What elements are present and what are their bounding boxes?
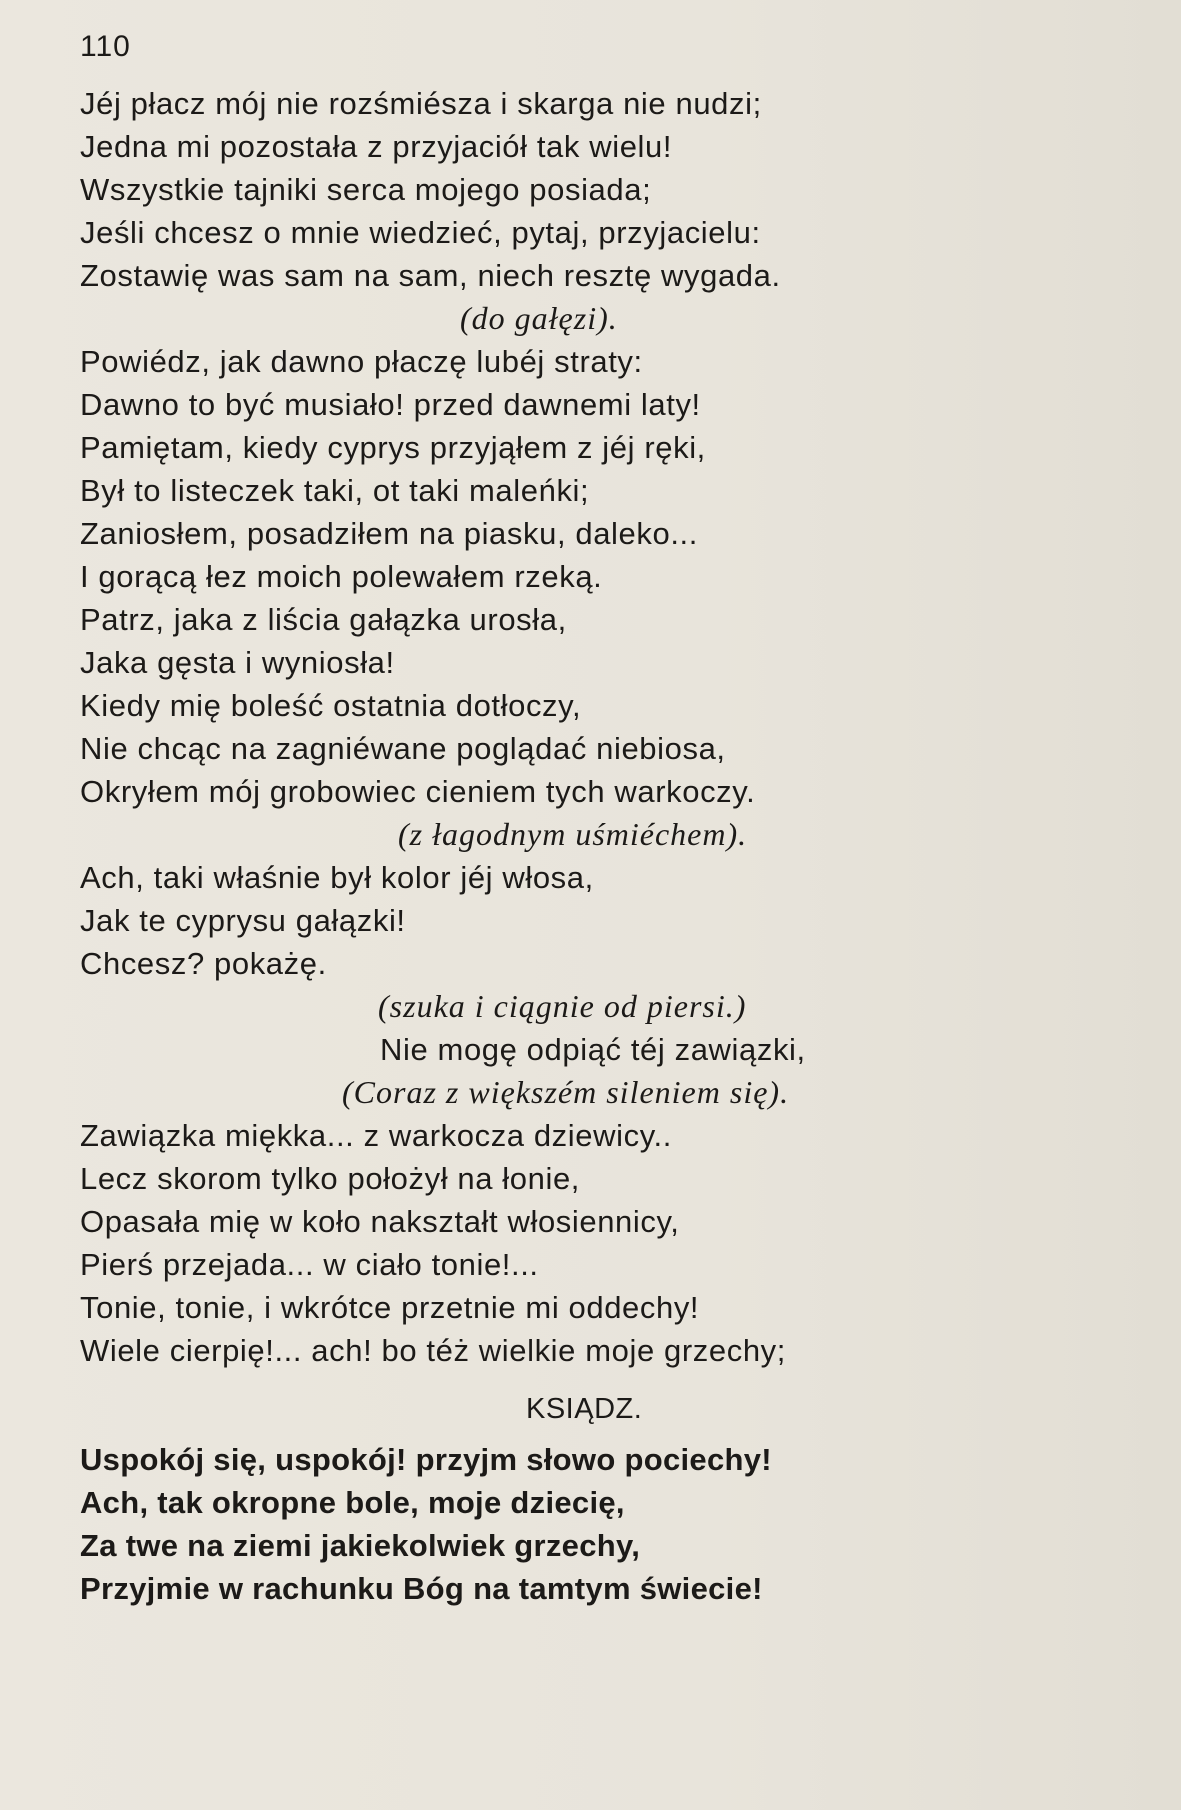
verse-line: Chcesz? pokażę. bbox=[80, 946, 327, 981]
speech-line: Za twe na ziemi jakiekolwiek grzechy, bbox=[80, 1528, 641, 1563]
verse-line: Opasała mię w koło nakształt włosiennicy, bbox=[80, 1204, 680, 1239]
speech-line: Przyjmie w rachunku Bóg na tamtym świecie! bbox=[80, 1571, 763, 1606]
verse-line: Jedna mi pozostała z przyjaciół tak wielu! bbox=[80, 129, 673, 164]
stage-direction: (szuka i ciągnie od piersi.) bbox=[378, 988, 747, 1024]
verse-line: Zawiązka miękka... z warkocza dziewicy.. bbox=[80, 1118, 672, 1153]
stage-direction: (do gałęzi). bbox=[460, 300, 618, 336]
speaker-name: KSIĄDZ. bbox=[526, 1393, 643, 1425]
verse-line: Pierś przejada... w ciało tonie!... bbox=[80, 1247, 539, 1282]
verse-line: Nie mogę odpiąć téj zawiązki, bbox=[380, 1032, 806, 1067]
verse-line: Jak te cyprysu gałązki! bbox=[80, 903, 406, 938]
verse-line: I gorącą łez moich polewałem rzeką. bbox=[80, 559, 603, 594]
speech-line: Ach, tak okropne bole, moje dziecię, bbox=[80, 1485, 625, 1520]
verse-line: Patrz, jaka z liścia gałązka urosła, bbox=[80, 602, 567, 637]
page-number: 110 bbox=[80, 30, 131, 63]
poem-text bbox=[80, 82, 1080, 1610]
verse-line: Kiedy mię boleść ostatnia dotłoczy, bbox=[80, 688, 582, 723]
verse-line: Dawno to być musiało! przed dawnemi laty! bbox=[80, 387, 701, 422]
verse-line: Lecz skorom tylko położył na łonie, bbox=[80, 1161, 581, 1196]
verse-line: Nie chcąc na zagniéwane poglądać niebiosa, bbox=[80, 731, 726, 766]
verse-line: Zostawię was sam na sam, niech resztę wygada. bbox=[80, 258, 781, 293]
verse-line: Zaniosłem, posadziłem na piasku, daleko... bbox=[80, 516, 698, 551]
verse-line: Tonie, tonie, i wkrótce przetnie mi oddechy! bbox=[80, 1290, 700, 1325]
verse-line: Ach, taki właśnie był kolor jéj włosa, bbox=[80, 860, 594, 895]
verse-line: Jaka gęsta i wyniosła! bbox=[80, 645, 395, 680]
verse-line: Jéj płacz mój nie rozśmiésza i skarga nie nudzi; bbox=[80, 86, 762, 121]
verse-line: Powiédz, jak dawno płaczę lubéj straty: bbox=[80, 344, 643, 379]
verse-line: Pamiętam, kiedy cyprys przyjąłem z jéj ręki, bbox=[80, 430, 706, 465]
stage-direction: (z łagodnym uśmiéchem). bbox=[398, 816, 748, 852]
speech-line: Uspokój się, uspokój! przyjm słowo pociechy! bbox=[80, 1442, 772, 1477]
verse-line: Był to listeczek taki, ot taki maleńki; bbox=[80, 473, 590, 508]
verse-line: Okryłem mój grobowiec cieniem tych warkoczy. bbox=[80, 774, 756, 809]
stage-direction: (Coraz z większém sileniem się). bbox=[342, 1074, 790, 1110]
verse-line: Wiele cierpię!... ach! bo téż wielkie moje grzechy; bbox=[80, 1333, 786, 1368]
verse-line: Wszystkie tajniki serca mojego posiada; bbox=[80, 172, 652, 207]
verse-line: Jeśli chcesz o mnie wiedzieć, pytaj, przyjacielu: bbox=[80, 215, 761, 250]
